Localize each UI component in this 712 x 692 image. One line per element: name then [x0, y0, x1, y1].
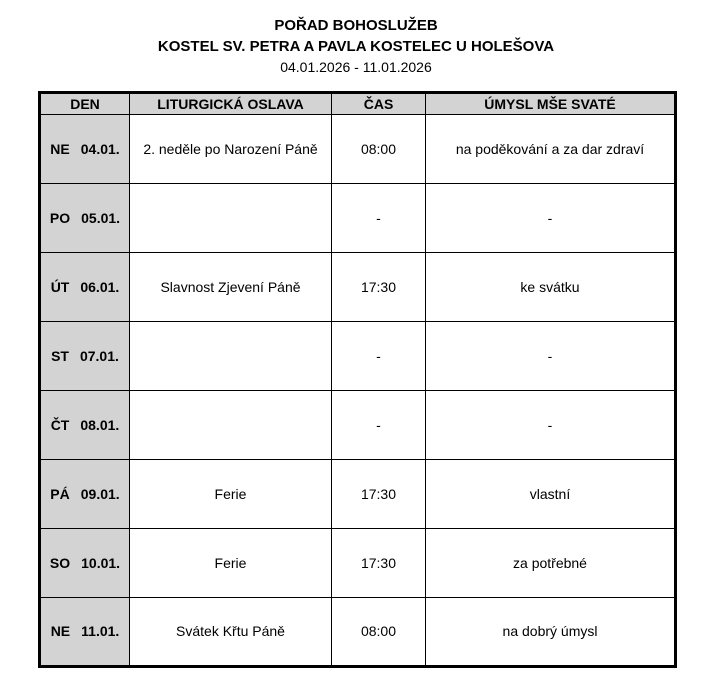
day-cell — [40, 252, 130, 321]
table-row — [40, 597, 676, 666]
time-cell: 08:00 — [332, 597, 426, 666]
celebration-cell: Ferie — [130, 528, 332, 597]
time-cell: 17:30 — [332, 252, 426, 321]
day-abbr: ČT — [50, 416, 70, 433]
day-cell — [40, 321, 130, 390]
col-header-cas: ČAS — [332, 92, 426, 114]
time-cell: 17:30 — [332, 459, 426, 528]
time-cell: 08:00 — [332, 114, 426, 183]
day-abbr: SO — [49, 554, 71, 571]
table-row — [40, 114, 676, 183]
day-date: 04.01. — [80, 140, 120, 157]
intention-cell: - — [426, 321, 676, 390]
intention-cell: - — [426, 183, 676, 252]
table-row — [40, 252, 676, 321]
time-cell: - — [332, 183, 426, 252]
col-header-den: DEN — [40, 92, 130, 114]
day-abbr: ÚT — [50, 278, 70, 295]
col-header-umysl: ÚMYSL MŠE SVATÉ — [426, 92, 676, 114]
table-row — [40, 459, 676, 528]
time-cell: - — [332, 321, 426, 390]
date-range: 04.01.2026 - 11.01.2026 — [280, 59, 432, 75]
day-date: 11.01. — [81, 623, 120, 640]
document-header — [0, 0, 712, 78]
celebration-cell: Slavnost Zjevení Páně — [130, 252, 332, 321]
day-cell — [40, 597, 130, 666]
celebration-cell — [130, 183, 332, 252]
table-row — [40, 390, 676, 459]
day-cell — [40, 390, 130, 459]
day-abbr: ST — [51, 347, 69, 364]
intention-cell: ke svátku — [426, 252, 676, 321]
time-cell: - — [332, 390, 426, 459]
day-date: 06.01. — [80, 278, 120, 295]
day-abbr: PO — [49, 209, 71, 226]
celebration-cell: Svátek Křtu Páně — [130, 597, 332, 666]
intention-cell: - — [426, 390, 676, 459]
day-cell — [40, 459, 130, 528]
table-header-row — [40, 92, 676, 114]
table-row — [40, 183, 676, 252]
day-cell — [40, 183, 130, 252]
celebration-cell: Ferie — [130, 459, 332, 528]
celebration-cell: 2. neděle po Narození Páně — [130, 114, 332, 183]
day-date: 08.01. — [80, 416, 120, 433]
schedule-table — [38, 91, 677, 668]
time-cell: 17:30 — [332, 528, 426, 597]
day-abbr: NE — [50, 623, 71, 640]
intention-cell: za potřebné — [426, 528, 676, 597]
intention-cell: na poděkování a za dar zdraví — [426, 114, 676, 183]
table-row — [40, 528, 676, 597]
day-date: 10.01. — [81, 554, 121, 571]
celebration-cell — [130, 390, 332, 459]
intention-cell: vlastní — [426, 459, 676, 528]
celebration-cell — [130, 321, 332, 390]
church-name: KOSTEL SV. PETRA A PAVLA KOSTELEC U HOLEŠOVA — [157, 38, 555, 55]
table-row — [40, 321, 676, 390]
page-title: POŘAD BOHOSLUŽEB — [274, 17, 438, 34]
day-abbr: NE — [50, 140, 70, 157]
day-abbr: PÁ — [50, 485, 70, 502]
day-date: 05.01. — [81, 209, 121, 226]
col-header-liturgicka-oslava: LITURGICKÁ OSLAVA — [130, 92, 332, 114]
day-date: 09.01. — [80, 485, 120, 502]
intention-cell: na dobrý úmysl — [426, 597, 676, 666]
day-cell — [40, 528, 130, 597]
day-cell — [40, 114, 130, 183]
day-date: 07.01. — [79, 347, 119, 364]
